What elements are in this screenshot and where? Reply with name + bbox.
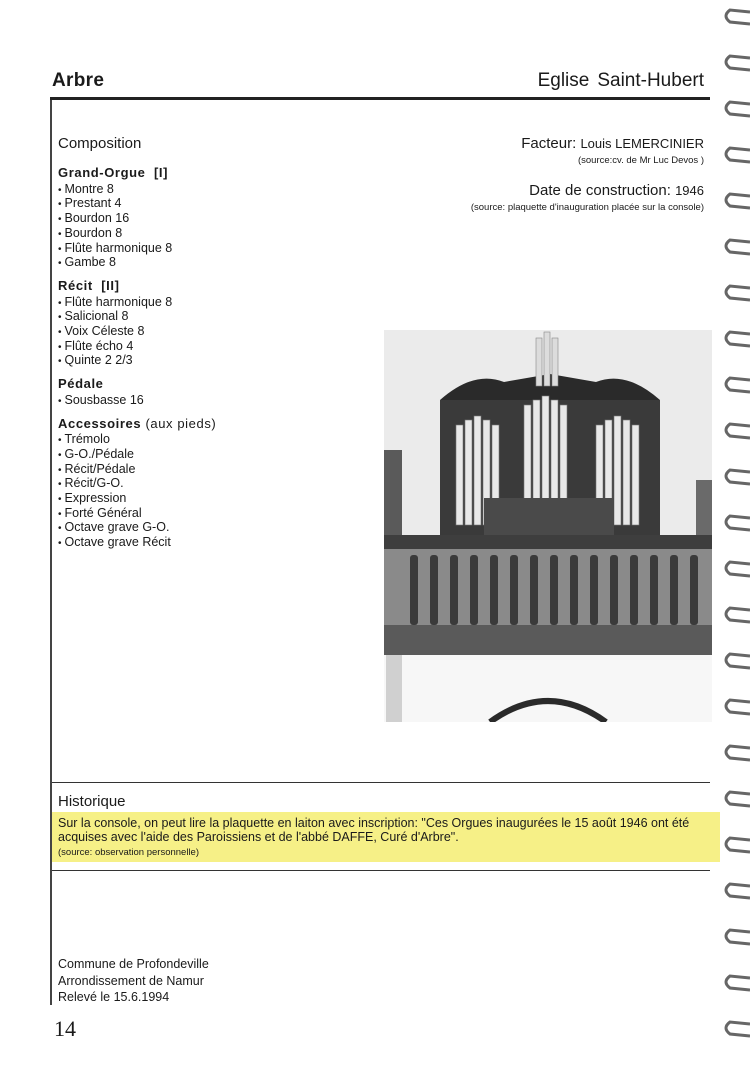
list-item-text: Récit/G-O. xyxy=(64,476,124,491)
list-item xyxy=(58,507,358,522)
list-item xyxy=(58,433,358,448)
bullet-icon: • xyxy=(58,297,62,309)
grand-orgue-stops xyxy=(58,183,358,271)
list-item-text: Octave grave G-O. xyxy=(64,520,170,535)
church-title xyxy=(538,70,704,92)
spiral-ring xyxy=(726,10,750,24)
list-item-text: Gambe 8 xyxy=(64,255,116,270)
spiral-ring xyxy=(726,470,750,484)
facteur-line xyxy=(471,135,704,152)
list-item xyxy=(58,242,358,257)
grand-orgue-roman: [I] xyxy=(153,165,169,180)
historique-text: Sur la console, on peut lire la plaquette en laiton avec inscription: "Ces Orgues inaugurées le 15 août 1946 ont été acquises avec l'aide des Paroissiens et de l'abbé DAFFE, Curé d'Arbre". xyxy=(58,816,690,844)
list-item xyxy=(58,394,358,409)
spiral-ring xyxy=(726,1022,750,1036)
list-item-text: Octave grave Récit xyxy=(64,535,171,550)
list-item xyxy=(58,227,358,242)
commune: Commune de Profondeville xyxy=(58,957,209,971)
bullet-icon: • xyxy=(58,435,62,447)
spiral-ring xyxy=(726,148,750,162)
list-item xyxy=(58,310,358,325)
list-item-text: Trémolo xyxy=(64,432,110,447)
list-item xyxy=(58,492,358,507)
facteur-label: Facteur: xyxy=(521,135,577,152)
place-title: Arbre xyxy=(52,70,105,91)
organ-photo xyxy=(384,330,712,722)
bullet-icon: • xyxy=(58,243,62,255)
bullet-icon: • xyxy=(58,341,62,353)
construction-line xyxy=(471,182,704,199)
list-item-text: G-O./Pédale xyxy=(64,446,134,461)
bullet-icon: • xyxy=(58,494,62,506)
spiral-ring xyxy=(726,102,750,116)
list-item-text: Récit/Pédale xyxy=(64,461,136,476)
bullet-icon: • xyxy=(58,214,62,226)
list-item xyxy=(58,256,358,271)
list-item-text: Flûte harmonique 8 xyxy=(64,294,173,309)
construction-value: 1946 xyxy=(675,183,704,198)
list-item xyxy=(58,212,358,227)
spiral-ring xyxy=(726,930,750,944)
arrondissement: Arrondissement de Namur xyxy=(58,974,204,988)
list-item xyxy=(58,354,358,369)
footer-location xyxy=(58,956,209,990)
list-item-text: Sousbasse 16 xyxy=(64,392,144,407)
recit-title xyxy=(58,279,358,293)
accessoires-note: (aux pieds) xyxy=(145,415,217,431)
pedale-stops xyxy=(58,394,358,409)
list-item-text: Voix Céleste 8 xyxy=(64,324,145,339)
list-item-text: Salicional 8 xyxy=(64,309,129,324)
list-item-text: Forté Général xyxy=(64,505,142,520)
spiral-ring xyxy=(726,654,750,668)
bullet-icon: • xyxy=(58,199,62,211)
bullet-icon: • xyxy=(58,508,62,520)
spiral-ring xyxy=(726,792,750,806)
list-item xyxy=(58,296,358,311)
bullet-icon: • xyxy=(58,479,62,491)
recit-roman: [II] xyxy=(101,277,120,293)
releve-date: Relevé le 15.6.1994 xyxy=(58,990,170,1004)
historique-heading: Historique xyxy=(58,793,126,810)
bullet-icon: • xyxy=(58,449,62,461)
list-item xyxy=(58,340,358,355)
accessoires-items xyxy=(58,433,358,551)
spiral-ring xyxy=(726,424,750,438)
list-item-text: Flûte harmonique 8 xyxy=(64,240,173,255)
church-name: Saint-Hubert xyxy=(597,70,704,91)
page-number: 14 xyxy=(54,1016,76,1041)
bullet-icon: • xyxy=(58,258,62,270)
facteur-value: Louis LEMERCINIER xyxy=(580,136,704,151)
list-item xyxy=(58,183,358,198)
spiral-ring xyxy=(726,378,750,392)
spiral-ring xyxy=(726,976,750,990)
grand-orgue-title xyxy=(58,166,358,180)
spiral-ring xyxy=(726,286,750,300)
grand-orgue-section xyxy=(58,166,358,271)
list-item-text: Expression xyxy=(64,491,127,506)
accessoires-title xyxy=(58,417,358,431)
historique-rule-bottom xyxy=(52,870,710,871)
bullet-icon: • xyxy=(58,464,62,476)
list-item-text: Montre 8 xyxy=(64,181,114,196)
list-item xyxy=(58,463,358,478)
facteur-source: (source:cv. de Mr Luc Devos ) xyxy=(577,155,704,166)
bullet-icon: • xyxy=(58,184,62,196)
list-item-text: Bourdon 8 xyxy=(64,225,123,240)
spiral-ring xyxy=(726,838,750,852)
recit-section xyxy=(58,279,358,369)
list-item-text: Flûte écho 4 xyxy=(64,338,134,353)
pedale-title: Pédale xyxy=(58,376,104,392)
spiral-ring xyxy=(726,608,750,622)
spiral-ring xyxy=(726,700,750,714)
bullet-icon: • xyxy=(58,395,62,407)
spiral-binding xyxy=(720,0,750,1068)
historique-source: (source: observation personnelle) xyxy=(58,847,199,858)
grand-orgue-label: Grand-Orgue xyxy=(58,165,146,180)
composition-list xyxy=(58,166,358,559)
accessoires-label: Accessoires xyxy=(58,415,142,431)
church-word: Eglise xyxy=(537,70,590,91)
list-item-text: Quinte 2 2/3 xyxy=(64,353,133,368)
spiral-ring xyxy=(726,194,750,208)
list-item xyxy=(58,197,358,212)
construction-source: (source: plaquette d'inauguration placée sur la console) xyxy=(470,202,704,213)
bullet-icon: • xyxy=(58,228,62,240)
spiral-ring xyxy=(726,240,750,254)
spiral-ring xyxy=(726,516,750,530)
bullet-icon: • xyxy=(58,538,62,550)
list-item xyxy=(58,536,358,551)
historique-rule-top xyxy=(52,782,710,783)
pedale-section xyxy=(58,377,358,408)
list-item xyxy=(58,325,358,340)
spiral-ring xyxy=(726,884,750,898)
header-rule xyxy=(50,97,710,100)
list-item xyxy=(58,521,358,536)
list-item-text: Bourdon 16 xyxy=(64,211,130,226)
bullet-icon: • xyxy=(58,327,62,339)
bullet-icon: • xyxy=(58,312,62,324)
accessoires-section xyxy=(58,417,358,551)
spiral-ring xyxy=(726,332,750,346)
list-item xyxy=(58,448,358,463)
recit-label: Récit xyxy=(58,277,93,293)
construction-label: Date de construction: xyxy=(529,182,671,199)
bullet-icon: • xyxy=(58,523,62,535)
spiral-ring xyxy=(726,562,750,576)
recit-stops xyxy=(58,296,358,370)
organ-info xyxy=(471,135,704,213)
list-item xyxy=(58,477,358,492)
bullet-icon: • xyxy=(58,356,62,368)
list-item-text: Prestant 4 xyxy=(64,196,122,211)
spiral-ring xyxy=(726,746,750,760)
composition-heading: Composition xyxy=(58,135,142,152)
spiral-ring xyxy=(726,56,750,70)
